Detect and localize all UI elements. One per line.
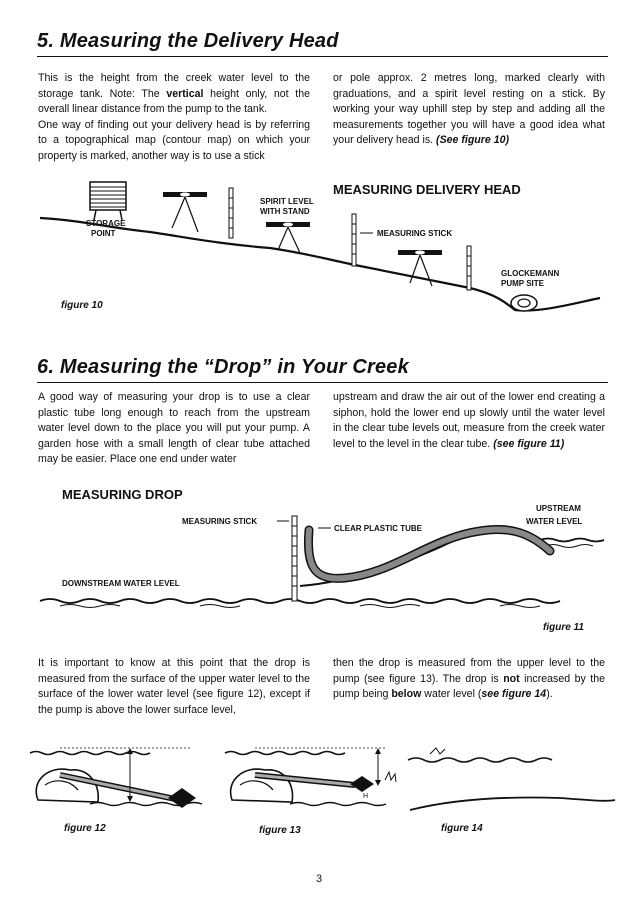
measuring-stick-label: MEASURING STICK xyxy=(182,517,258,526)
downstream-water-surface xyxy=(40,599,560,603)
text-run: increased by the pump being xyxy=(333,672,605,701)
clear-plastic-tube xyxy=(308,529,550,578)
figure-10-caption: figure 10 xyxy=(61,300,103,311)
pump-icon xyxy=(511,295,537,311)
drop-paragraph-2 xyxy=(333,656,605,703)
figure-14-illustration xyxy=(408,748,615,810)
section-5-paragraph-1 xyxy=(38,71,310,118)
text-run: then the drop is measured from the upper level to the pump (see figure 13). The drop is xyxy=(333,657,605,685)
figure-11-reference: (see figure 11) xyxy=(493,437,565,450)
section-5-right-column xyxy=(333,71,605,149)
figure-12-illustration xyxy=(30,748,202,808)
spirit-level-label-line1: SPIRIT LEVEL xyxy=(260,197,314,206)
figure-10-diagram xyxy=(0,170,638,345)
figure-10-reference: (See figure 10) xyxy=(436,134,510,147)
pump-site-label-line2: PUMP SITE xyxy=(501,279,544,288)
drop-right-column xyxy=(333,656,605,703)
figures-12-14-diagram xyxy=(0,740,638,830)
upstream-label-line1: UPSTREAM xyxy=(536,504,581,513)
water-ripples xyxy=(60,605,540,608)
clear-plastic-tube-fill xyxy=(308,529,550,578)
figure-11-diagram xyxy=(0,478,638,638)
pump-site-label-line1: GLOCKEMANN xyxy=(501,269,560,278)
spirit-level-icon xyxy=(163,192,207,232)
section-6-right-column xyxy=(333,390,605,452)
downstream-label: DOWNSTREAM WATER LEVEL xyxy=(62,579,180,588)
figure-12-caption: figure 12 xyxy=(64,823,106,834)
section-5-paragraph-3 xyxy=(333,71,605,149)
measuring-stick-label: MEASURING STICK xyxy=(377,229,453,238)
section-5-heading: 5. Measuring the Delivery Head xyxy=(37,30,608,57)
measuring-stick-icon xyxy=(229,188,233,238)
measuring-stick-icon xyxy=(292,516,297,601)
figure-14-caption: figure 14 xyxy=(441,823,483,834)
text-run: or pole approx. 2 metres long, marked clearly with graduations, and a spirit level resting on a stick. By working your way uphill step by step and adding all the measurements together you will have a good idea what your delivery head is. xyxy=(333,72,605,147)
spirit-level-label-line2: WITH STAND xyxy=(260,207,310,216)
figure-13-caption: figure 13 xyxy=(259,825,301,836)
text-run: ). xyxy=(546,688,553,701)
section-6-heading: 6. Measuring the “Drop” in Your Creek xyxy=(37,356,608,383)
section-6-paragraph-1: A good way of measuring your drop is to use a clear plastic tube long enough to reach from the upstream water level down to the place you will put your pump. A garden hose with a small length of clear tube attached may be easier. Place one end under water xyxy=(38,391,310,466)
storage-label-line1: STORAGE xyxy=(86,219,126,228)
figure-13-illustration xyxy=(225,748,396,806)
figure-14-reference: see figure 14 xyxy=(481,688,547,701)
text-run: This is the height from the creek water level to the storage tank. Note: The xyxy=(38,72,310,100)
drop-paragraph-1: It is important to know at this point that the drop is measured from the surface of the upper water level to the surface of the lower water level (see figure 12), except if the pump is above the lower surface level, xyxy=(38,657,310,716)
figure-11-caption: figure 11 xyxy=(543,622,584,633)
emphasis-not: not xyxy=(503,672,520,685)
section-6-paragraph-2 xyxy=(333,390,605,452)
measuring-stick-icon xyxy=(352,214,356,266)
figure-11-title: MEASURING DROP xyxy=(62,487,183,502)
emphasis-below: below xyxy=(391,688,422,701)
section-5-left-column xyxy=(38,71,310,165)
clear-plastic-tube-label: CLEAR PLASTIC TUBE xyxy=(334,524,422,533)
figure-13-h-label: H xyxy=(363,793,369,800)
text-run: height only, not the overall linear distance from the pump to the tank. xyxy=(38,87,310,116)
section-5-paragraph-2: One way of finding out your delivery head is by referring to a topographical map (contour map) on which your property is marked, another way is to use a stick xyxy=(38,118,310,162)
text-run: water level ( xyxy=(421,688,482,701)
upstream-water-surface xyxy=(540,539,604,542)
text-run: upstream and draw the air out of the lower end creating a siphon, hold the lower end up slowly until the water level in the clear tube levels out, measure from the creek water level to the level in the clear tube. xyxy=(333,391,605,450)
section-6-left-column xyxy=(38,390,310,468)
drop-left-column xyxy=(38,656,310,718)
measuring-stick-icon xyxy=(467,246,471,290)
storage-tank-icon xyxy=(90,182,126,220)
figure-10-title: MEASURING DELIVERY HEAD xyxy=(333,182,521,197)
upstream-label-line2: WATER LEVEL xyxy=(526,517,583,526)
emphasis-vertical: vertical xyxy=(166,87,204,100)
page-number: 3 xyxy=(315,873,323,885)
storage-label-line2: POINT xyxy=(91,229,116,238)
